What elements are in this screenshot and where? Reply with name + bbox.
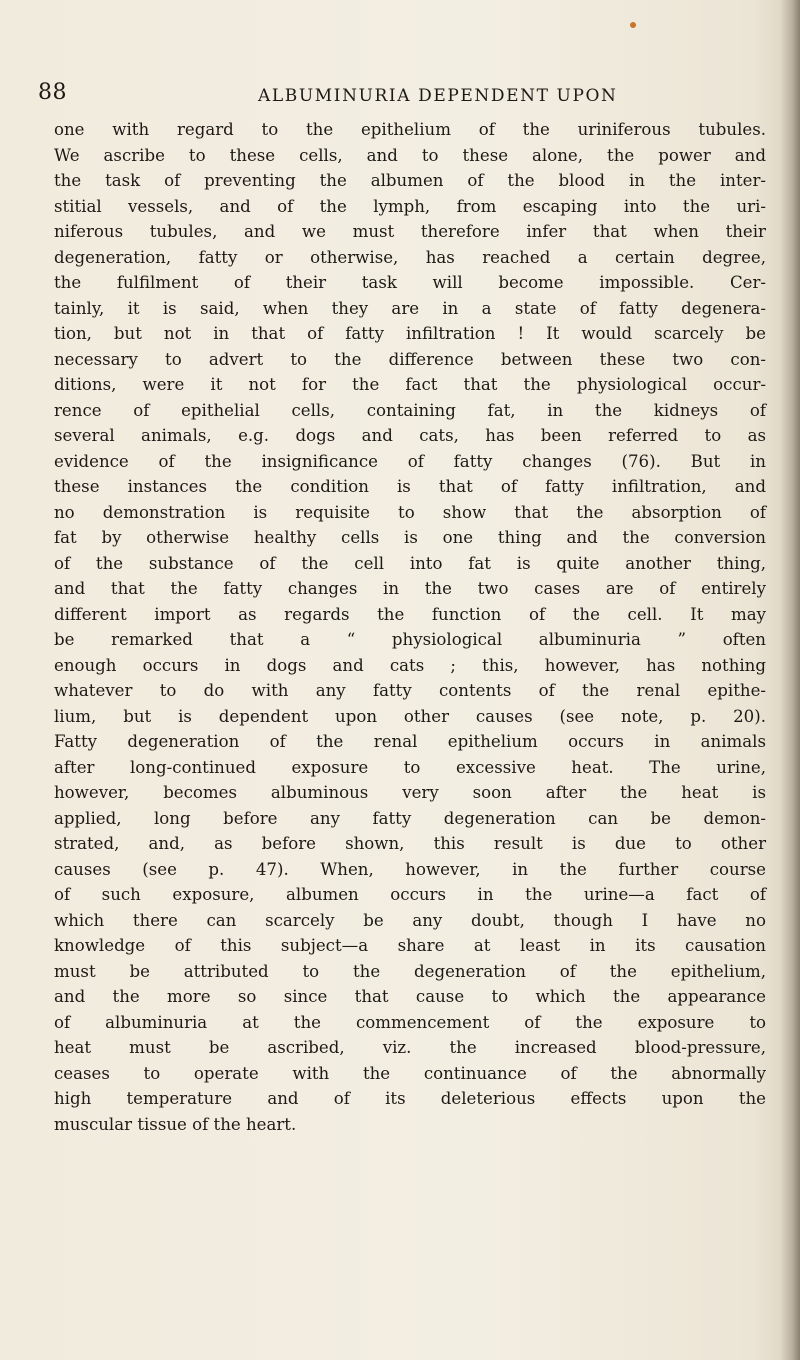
text-line: the fulfilment of their task will become impossible. Cer- <box>54 273 766 292</box>
text-line: after long-continued exposure to excessive heat. The urine, <box>54 757 766 777</box>
page-number: 88 <box>38 80 67 105</box>
page-edge-shadow <box>780 0 800 1360</box>
text-line: applied, long before any fatty degeneration can be demon- <box>54 808 766 828</box>
text-line: fat by otherwise healthy cells is one thing and the conversion <box>54 528 766 547</box>
text-line: high temperature and of its deleterious effects upon the <box>54 1089 766 1108</box>
text-line: be remarked that a “ physiological albuminuria ” often <box>54 630 766 649</box>
text-line: strated, and, as before shown, this result is due to other <box>54 834 766 853</box>
running-head: ALBUMINURIA DEPENDENT UPON <box>258 86 618 106</box>
text-line: causes (see p. 47). When, however, in the further course <box>54 859 766 879</box>
text-line: must be attributed to the degeneration of the epithelium, <box>54 961 766 981</box>
text-line: these instances the condition is that of fatty infiltration, and <box>54 477 766 496</box>
body-text <box>54 117 766 1137</box>
text-line: the task of preventing the albumen of the blood in the inter- <box>54 171 766 190</box>
text-line: ditions, were it not for the fact that the physiological occur- <box>54 375 766 394</box>
ink-mark <box>629 21 637 29</box>
text-line: different import as regards the function of the cell. It may <box>54 604 766 624</box>
text-line: of albuminuria at the commencement of the exposure to <box>54 1012 766 1032</box>
text-line: enough occurs in dogs and cats ; this, however, has nothing <box>54 655 766 675</box>
text-line: tion, but not in that of fatty infiltration ! It would scarcely be <box>54 324 766 343</box>
text-line: heat must be ascribed, viz. the increased blood-pressure, <box>54 1038 766 1057</box>
text-line: evidence of the insignificance of fatty changes (76). But in <box>54 451 766 471</box>
text-line: degeneration, fatty or otherwise, has reached a certain degree, <box>54 247 766 267</box>
text-line: no demonstration is requisite to show that the absorption of <box>54 502 766 522</box>
text-line: muscular tissue of the heart. <box>54 1114 297 1134</box>
text-line: however, becomes albuminous very soon after the heat is <box>54 783 766 802</box>
text-line: and that the fatty changes in the two cases are of entirely <box>54 579 766 598</box>
text-line: one with regard to the epithelium of the uriniferous tubules. <box>54 120 766 139</box>
text-line: We ascribe to these cells, and to these alone, the power and <box>54 145 766 165</box>
text-line: of such exposure, albumen occurs in the urine—a fact of <box>54 885 766 904</box>
text-line: tainly, it is said, when they are in a state of fatty degenera- <box>54 298 766 318</box>
text-line: knowledge of this subject—a share at least in its causation <box>54 936 766 955</box>
text-line: necessary to advert to the difference between these two con- <box>54 349 766 369</box>
text-line: of the substance of the cell into fat is quite another thing, <box>54 553 766 573</box>
text-line: and the more so since that cause to which the appearance <box>54 987 766 1006</box>
text-line: Fatty degeneration of the renal epithelium occurs in animals <box>54 732 766 751</box>
text-line: whatever to do with any fatty contents of the renal epithe- <box>54 681 766 700</box>
text-line: which there can scarcely be any doubt, though I have no <box>54 910 766 930</box>
text-line: niferous tubules, and we must therefore infer that when their <box>54 222 766 241</box>
text-line: stitial vessels, and of the lymph, from escaping into the uri- <box>54 196 766 216</box>
text-line: rence of epithelial cells, containing fat, in the kidneys of <box>54 400 766 420</box>
text-line: several animals, e.g. dogs and cats, has been referred to as <box>54 426 766 445</box>
text-line: ceases to operate with the continuance of the abnormally <box>54 1063 766 1083</box>
text-line: lium, but is dependent upon other causes (see note, p. 20). <box>54 706 766 726</box>
